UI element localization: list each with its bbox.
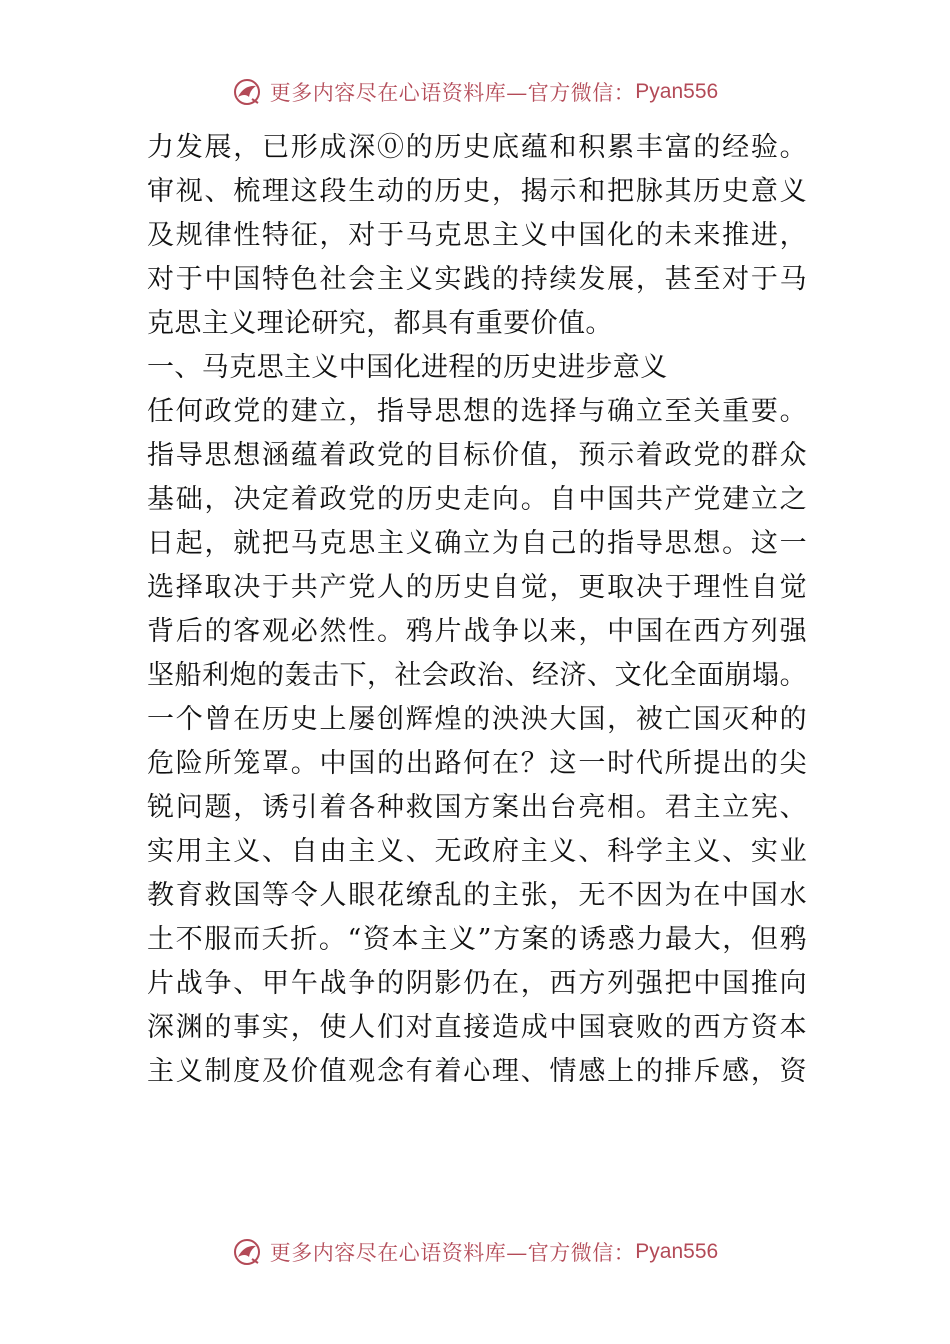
- body-line: 选择取决于共产党人的历史自觉，更取决于理性自觉: [147, 572, 807, 603]
- body-line: 及规律性特征，对于马克思主义中国化的未来推进，: [147, 220, 807, 251]
- fox-sketch-logo-icon: [232, 77, 262, 107]
- body-line: 日起，就把马克思主义确立为自己的指导思想。这一: [147, 528, 807, 559]
- body-line: 背后的客观必然性。鸦片战争以来，中国在西方列强: [147, 616, 807, 647]
- document-body: [147, 126, 807, 1094]
- body-line: 一个曾在历史上屡创辉煌的泱泱大国，被亡国灭种的: [147, 704, 807, 735]
- body-line: 锐问题，诱引着各种救国方案出台亮相。君主立宪、: [147, 792, 807, 823]
- body-line: 审视、梳理这段生动的历史，揭示和把脉其历史意义: [147, 176, 807, 207]
- section-heading: 一、马克思主义中国化进程的历史进步意义: [147, 352, 668, 383]
- body-line: 基础，决定着政党的历史走向。自中国共产党建立之: [147, 484, 807, 515]
- footer-banner: [0, 1230, 950, 1274]
- body-line: 主义制度及价值观念有着心理、情感上的排斥感，资: [147, 1056, 807, 1087]
- body-line: 危险所笼罩。中国的出路何在？这一时代所提出的尖: [147, 748, 807, 779]
- body-line: 深渊的事实，使人们对直接造成中国衰败的西方资本: [147, 1012, 807, 1043]
- body-line: 土不服而夭折。“资本主义”方案的诱惑力最大，但鸦: [147, 924, 807, 955]
- header-text: 更多内容尽在心语资料库—官方微信：: [269, 81, 636, 105]
- body-line: 力发展，已形成深🄋的历史底蕴和积累丰富的经验。: [147, 132, 807, 163]
- body-line: 对于中国特色社会主义实践的持续发展，甚至对于马: [147, 264, 807, 295]
- body-line: 指导思想涵蕴着政党的目标价值，预示着政党的群众: [147, 440, 807, 471]
- body-line: 克思主义理论研究，都具有重要价值。: [147, 308, 613, 339]
- footer-text: 更多内容尽在心语资料库—官方微信：: [269, 1241, 636, 1265]
- header-banner: [0, 70, 950, 114]
- header-wechat-id: Pyan556: [635, 80, 719, 103]
- fox-sketch-logo-icon: [232, 1237, 262, 1267]
- footer-wechat-id: Pyan556: [635, 1240, 719, 1263]
- body-line: 教育救国等令人眼花缭乱的主张，无不因为在中国水: [147, 880, 807, 911]
- body-line: 实用主义、自由主义、无政府主义、科学主义、实业: [147, 836, 807, 867]
- body-line: 任何政党的建立，指导思想的选择与确立至关重要。: [147, 396, 807, 427]
- body-line: 片战争、甲午战争的阴影仍在，西方列强把中国推向: [147, 968, 807, 999]
- body-line: 坚船利炮的轰击下，社会政治、经济、文化全面崩塌。: [147, 660, 807, 691]
